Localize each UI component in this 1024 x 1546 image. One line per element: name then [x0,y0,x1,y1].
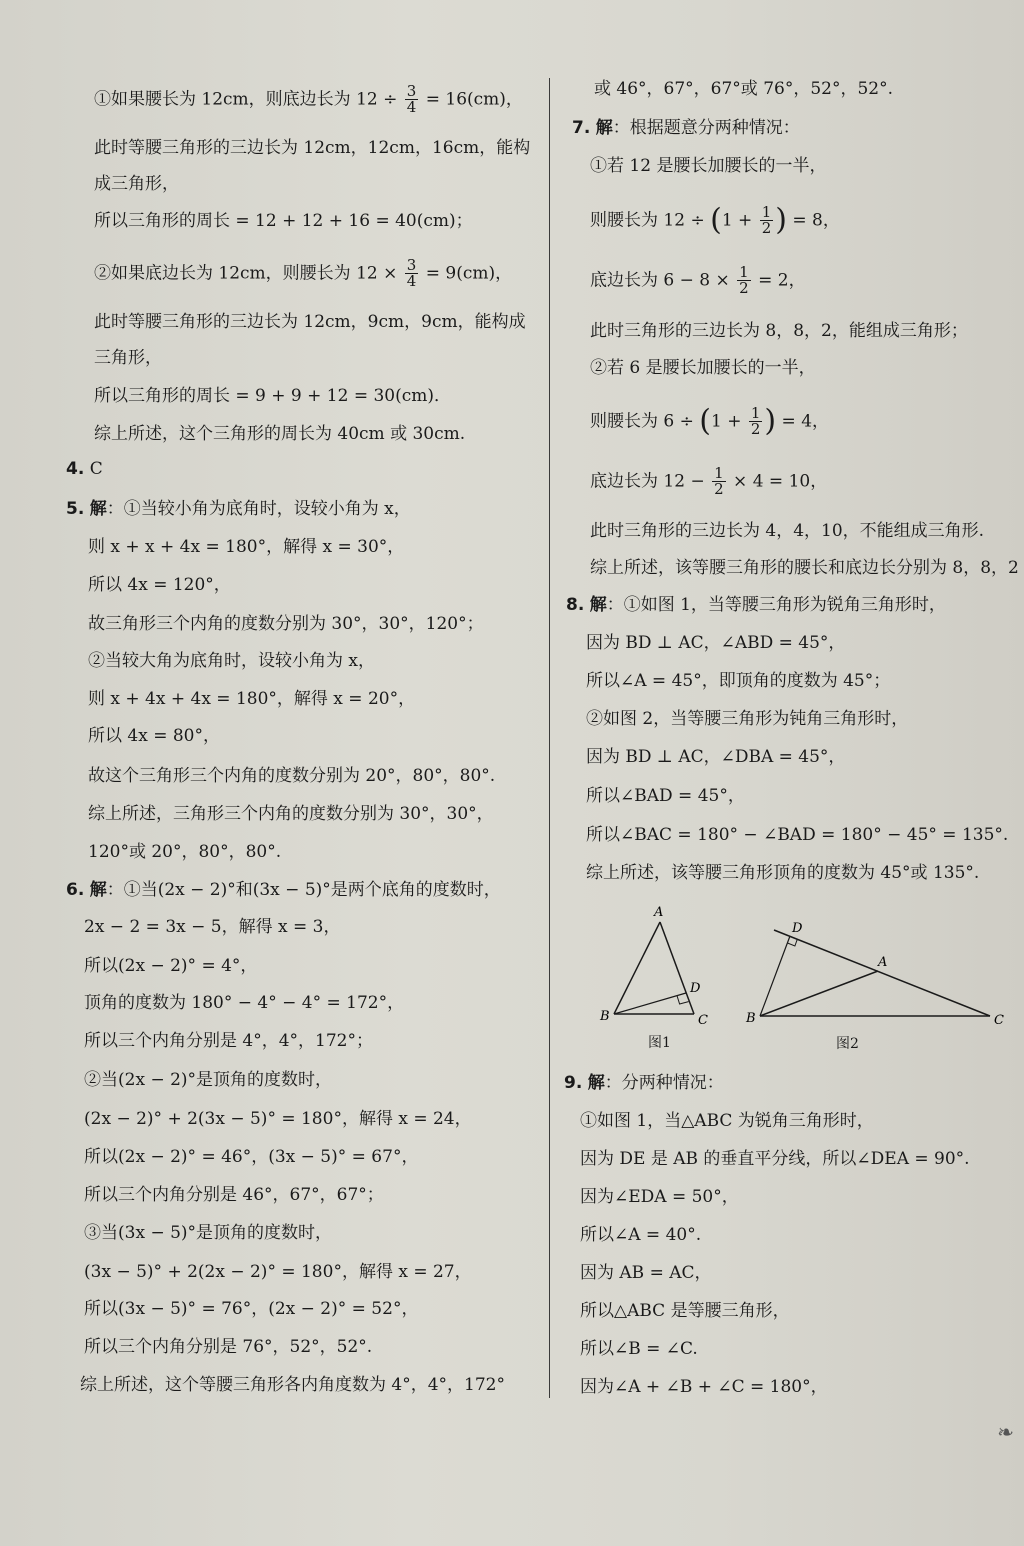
text: 底边长为 6 − 8 × [590,270,730,291]
denominator: 2 [750,420,761,438]
fraction [712,466,726,497]
denominator: 4 [406,272,417,290]
q8-line-6: 所以∠BAD = 45°， [586,786,745,806]
q6-line-2: 2x − 2 = 3x − 5，解得 x = 3， [84,917,341,937]
fraction [405,258,419,289]
q6-line-10: ③当(3x − 5)°是顶角的度数时， [84,1223,333,1243]
numerator: 3 [406,256,417,274]
q5-line-8: 故这个三角形三个内角的度数分别为 20°，80°，80°. [88,766,496,786]
numerator: 1 [761,203,772,221]
q5-line-4: 故三角形三个内角的度数分别为 30°，30°，120°； [88,614,484,634]
question-number: 6. [66,880,85,900]
text: 则腰长为 12 ÷ [590,210,705,231]
q9-line-7: 所以△ABC 是等腰三角形， [580,1301,790,1321]
q7-line-5: 此时三角形的三边长为 8，8，2，能组成三角形； [590,321,968,341]
text: = 8， [792,210,840,231]
q9-line-4: 因为∠EDA = 50°， [580,1187,739,1207]
q3-line-1 [94,84,523,115]
q6-line-9: 所以三个内角分别是 46°，67°，67°； [84,1185,384,1205]
text: 1 + [721,210,753,231]
q3-line-7: 三角形， [94,348,162,368]
q6-line-11: (3x − 5)° + 2(2x − 2)° = 180°，解得 x = 27， [84,1262,472,1282]
fig2-label-b: B [746,1011,756,1026]
fig2-label-a: A [878,955,888,970]
q5-line-1 [66,498,411,520]
q3-line-3: 成三角形， [94,174,179,194]
solution-label: 解 [89,880,107,900]
q5-line-2: 则 x + x + 4x = 180°，解得 x = 30°， [88,537,405,557]
close-paren: ) [764,403,777,439]
figure-1-caption: 图1 [648,1035,671,1051]
q5-line-9: 综上所述，三角形三个内角的度数分别为 30°，30°， [88,804,494,824]
q5-line-3: 所以 4x = 120°， [88,575,231,595]
fig2-label-d: D [792,921,803,936]
figure-1 [596,898,726,1033]
q8-line-3: 所以∠A = 45°，即顶角的度数为 45°； [586,671,891,691]
q6-line-4: 顶角的度数为 180° − 4° − 4° = 172°， [84,993,405,1013]
q8-line-5: 因为 BD ⊥ AC，∠DBA = 45°， [586,747,846,767]
figure-2 [742,912,1012,1030]
q7-line-1 [572,117,800,139]
q6-line-3: 所以(2x − 2)° = 4°， [84,956,258,976]
fig1-label-b: B [600,1009,610,1024]
fig2-side-ba [760,971,878,1016]
answer: C [89,459,103,479]
fig2-altitude-bd [760,936,790,1016]
q6-line-6: ②当(2x − 2)°是顶角的度数时， [84,1070,333,1090]
fig1-label-c: C [698,1013,708,1028]
figure-2-caption: 图2 [836,1036,859,1052]
q3-line-9: 综上所述，这个三角形的周长为 40cm 或 30cm. [94,424,466,444]
q4 [66,458,103,480]
q8-line-7: 所以∠BAC = 180° − ∠BAD = 180° − 45° = 135°. [586,825,1009,845]
q8-line-8: 综上所述，该等腰三角形顶角的度数为 45°或 135°. [586,863,980,883]
q7-line-2: ①若 12 是腰长加腰长的一半， [590,156,827,176]
q6-line-5: 所以三个内角分别是 4°，4°，172°； [84,1031,373,1051]
open-paren: ( [699,403,711,439]
solution-label: 解 [589,595,607,615]
question-number: 8. [566,595,585,615]
q6-line-8: 所以(2x − 2)° = 46°，(3x − 5)° = 67°， [84,1147,419,1167]
q3-line-5 [94,258,512,289]
q6-continuation: 或 46°，67°，67°或 76°，52°，52°. [594,79,894,99]
denominator: 2 [761,219,772,237]
q3-line-4: 所以三角形的周长 = 12 + 12 + 16 = 40(cm)； [94,211,473,231]
q5-line-7: 所以 4x = 80°， [88,726,220,746]
q6-line-7: (2x − 2)° + 2(3x − 5)° = 180°，解得 x = 24， [84,1109,472,1129]
text: = 16(cm)， [425,89,523,110]
text: ：根据题意分两种情况： [612,118,800,138]
q9-line-5: 所以∠A = 40°. [580,1225,702,1245]
fig2-line-dc [774,930,990,1016]
text: 底边长为 12 − [590,471,705,492]
text: × 4 = 10， [733,471,828,492]
fraction [760,205,774,236]
numerator: 1 [739,263,749,281]
q9-line-3: 因为 DE 是 AB 的垂直平分线，所以∠DEA = 90°. [580,1149,970,1169]
q6-line-12: 所以(3x − 5)° = 76°，(2x − 2)° = 52°， [84,1299,419,1319]
q6-line-13: 所以三个内角分别是 76°，52°，52°. [84,1337,373,1357]
text: ：①当(2x − 2)°和(3x − 5)°是两个底角的度数时， [106,880,501,900]
question-number: 5. [66,499,85,519]
q7-line-9: 此时三角形的三边长为 4，4，10，不能组成三角形. [590,521,985,541]
text: ：①当较小角为底角时，设较小角为 x， [106,499,411,519]
q6-line-14: 综上所述，这个等腰三角形各内角度数为 4°，4°，172° [80,1375,505,1395]
q8-line-1 [566,594,946,616]
denominator: 4 [406,98,417,116]
page-corner-ornament-icon: ❧ [997,1420,1014,1444]
text: ②如果底边长为 12cm，则腰长为 12 × [94,263,398,284]
solution-label: 解 [595,118,613,138]
q9-line-1 [564,1072,724,1094]
q7-line-4 [590,265,806,296]
text: ：①如图 1，当等腰三角形为锐角三角形时， [606,595,946,615]
fig1-label-d: D [690,981,701,996]
fig2-label-c: C [994,1013,1004,1028]
text: ：分两种情况： [604,1073,724,1093]
open-paren: ( [710,202,722,238]
fig1-right-angle-mark [677,996,689,1004]
question-number: 7. [572,118,591,138]
q9-line-6: 因为 AB = AC， [580,1263,712,1283]
numerator: 3 [406,82,417,100]
solution-label: 解 [587,1073,605,1093]
numerator: 1 [750,404,761,422]
text: = 2， [758,270,806,291]
q5-line-10: 120°或 20°，80°，80°. [88,842,282,862]
fig1-altitude-bd [614,993,686,1014]
fig1-side-ab [614,922,660,1014]
text: = 4， [781,411,830,432]
q7-line-6: ②若 6 是腰长加腰长的一半， [590,358,816,378]
q3-line-2: 此时等腰三角形的三边长为 12cm，12cm，16cm，能构 [94,138,531,158]
q7-line-7 [590,403,830,439]
q7-line-10: 综上所述，该等腰三角形的腰长和底边长分别为 8，8，2 [590,558,1019,578]
denominator: 2 [739,279,749,297]
question-number: 4. [66,459,85,479]
text: 1 + [711,411,742,432]
numerator: 1 [714,464,724,482]
text: 则腰长为 6 ÷ [590,411,694,432]
fraction [737,265,751,296]
column-divider [549,78,550,1398]
solution-label: 解 [89,499,107,519]
close-paren: ) [775,202,787,238]
q3-line-8: 所以三角形的周长 = 9 + 9 + 12 = 30(cm)． [94,386,452,406]
q9-line-9: 因为∠A + ∠B + ∠C = 180°， [580,1377,828,1397]
fig1-label-a: A [654,905,664,920]
fraction [749,406,763,437]
q8-line-4: ②如图 2，当等腰三角形为钝角三角形时， [586,709,909,729]
fig1-side-ac [660,922,694,1014]
q9-line-8: 所以∠B = ∠C. [580,1339,698,1359]
q8-line-2: 因为 BD ⊥ AC，∠ABD = 45°， [586,633,846,653]
text: = 9(cm)， [425,263,513,284]
fraction [405,84,419,115]
question-number: 9. [564,1073,583,1093]
q7-line-8 [590,466,827,497]
q5-line-5: ②当较大角为底角时，设较小角为 x， [88,651,375,671]
q5-line-6: 则 x + 4x + 4x = 180°，解得 x = 20°， [88,689,416,709]
q9-line-2: ①如图 1，当△ABC 为锐角三角形时， [580,1111,874,1131]
text: ①如果腰长为 12cm，则底边长为 12 ÷ [94,89,398,110]
denominator: 2 [714,480,724,498]
q7-line-3 [590,202,840,238]
q6-line-1 [66,879,501,901]
q3-line-6: 此时等腰三角形的三边长为 12cm，9cm，9cm，能构成 [94,312,526,332]
